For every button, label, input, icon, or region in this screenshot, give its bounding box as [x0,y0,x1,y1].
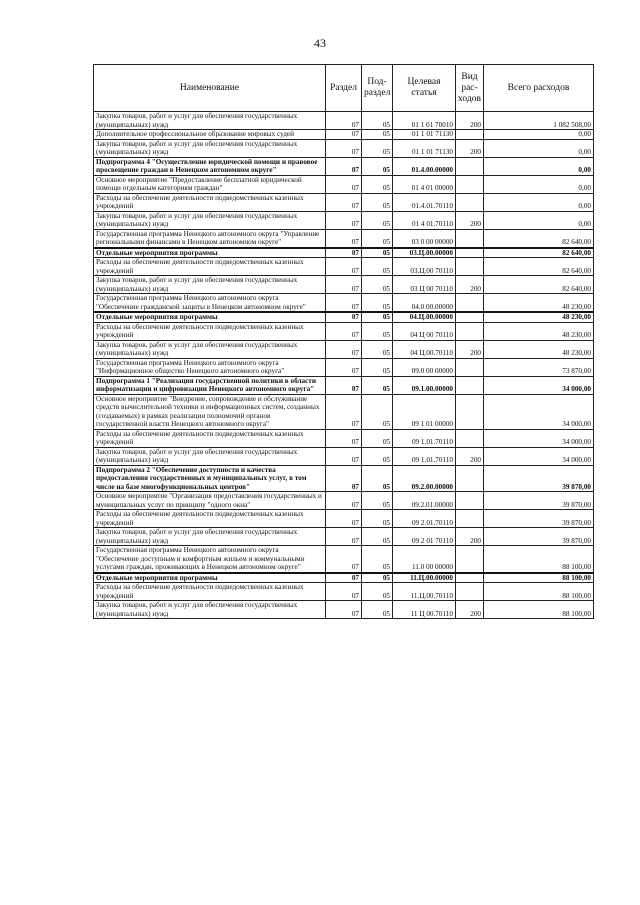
row-total: 0,00 [484,193,594,211]
table-row [94,546,594,573]
row-name: Закупка товаров, работ и услуг для обеспечения государственных (муниципальных) нужд [94,139,326,157]
header-article: Целевая статья [393,65,456,112]
budget-table [93,64,594,619]
row-razdel: 07 [326,358,362,376]
row-vid [456,130,484,140]
row-name: Подпрограмма 1 "Реализация государственной политики в области информатизации и цифровизации Ненецкого автономного округа" [94,376,326,394]
table-row [94,322,594,340]
row-razdel: 07 [326,447,362,465]
table-row [94,139,594,157]
row-name: Подпрограмма 4 "Осуществление юридической помощи и правовое просвещение граждан в Ненецком автономном округе" [94,157,326,175]
row-vid [456,583,484,601]
row-article: 01 4 01.70110 [393,211,456,229]
row-vid [456,248,484,258]
row-name: Закупка товаров, работ и услуг для обеспечения государственных (муниципальных) нужд [94,276,326,294]
row-razdel: 07 [326,175,362,193]
row-total: 88 100,00 [484,573,594,583]
row-article: 09.0 00 00000 [393,358,456,376]
row-vid: 200 [456,528,484,546]
table-row [94,193,594,211]
row-razdel: 07 [326,276,362,294]
row-podrazdel: 05 [362,130,393,140]
table-row [94,528,594,546]
row-article: 03 0 00 00000 [393,229,456,248]
row-article: 09.1.00.00000 [393,376,456,394]
table-row [94,465,594,492]
table-row [94,312,594,322]
table-row [94,376,594,394]
row-vid: 200 [456,112,484,130]
row-name: Закупка товаров, работ и услуг для обеспечения государственных (муниципальных) нужд [94,447,326,465]
table-row [94,429,594,447]
row-podrazdel: 05 [362,528,393,546]
row-vid: 200 [456,211,484,229]
row-razdel: 07 [326,139,362,157]
row-vid: 200 [456,276,484,294]
row-vid [456,294,484,313]
row-vid [456,465,484,492]
row-article: 04.Ц.00.00000 [393,312,456,322]
row-razdel: 07 [326,130,362,140]
row-podrazdel: 05 [362,546,393,573]
row-vid: 200 [456,340,484,358]
row-vid [456,510,484,528]
row-podrazdel: 05 [362,447,393,465]
row-name: Отдельные мероприятия программы [94,312,326,322]
table-row [94,340,594,358]
header-vid: Вид рас-ходов [456,65,484,112]
table-row [94,248,594,258]
row-podrazdel: 05 [362,340,393,358]
row-name: Закупка товаров, работ и услуг для обеспечения государственных (муниципальных) нужд [94,211,326,229]
row-total: 39 870,00 [484,465,594,492]
row-podrazdel: 05 [362,258,393,276]
row-total: 0,00 [484,130,594,140]
row-name: Дополнительное профессиональное образование мировых судей [94,130,326,140]
row-podrazdel: 05 [362,157,393,175]
row-razdel: 07 [326,248,362,258]
header-podrazdel: Под-раздел [362,65,393,112]
row-razdel: 07 [326,112,362,130]
row-podrazdel: 05 [362,322,393,340]
row-total: 34 000,00 [484,447,594,465]
table-row [94,112,594,130]
row-total: 39 870,00 [484,492,594,510]
row-total: 73 870,00 [484,358,594,376]
row-vid [456,322,484,340]
row-name: Расходы на обеспечение деятельности подведомственных казенных учреждений [94,193,326,211]
row-article: 11.0 00 00000 [393,546,456,573]
row-razdel: 07 [326,193,362,211]
row-razdel: 07 [326,258,362,276]
row-total: 82 640,00 [484,248,594,258]
row-article: 09 1.01.70110 [393,429,456,447]
row-razdel: 07 [326,394,362,429]
row-podrazdel: 05 [362,583,393,601]
row-article: 04 Ц.00.70110 [393,340,456,358]
row-name: Государственная программа Ненецкого автономного округа "Управление региональными финансами в Ненецком автономном округе" [94,229,326,248]
row-article: 09 2.01.70110 [393,510,456,528]
row-total: 39 870,00 [484,510,594,528]
row-article: 09.2.00.00000 [393,465,456,492]
row-total: 82 640,00 [484,258,594,276]
row-vid [456,258,484,276]
row-podrazdel: 05 [362,294,393,313]
row-article: 01 1 01 70010 [393,112,456,130]
row-article: 01 4 01 00000 [393,175,456,193]
row-podrazdel: 05 [362,312,393,322]
row-total: 48 230,00 [484,340,594,358]
row-vid: 200 [456,447,484,465]
row-razdel: 07 [326,546,362,573]
row-total: 34 000,00 [484,394,594,429]
table-row [94,294,594,313]
row-razdel: 07 [326,340,362,358]
row-total: 39 870,00 [484,528,594,546]
row-name: Закупка товаров, работ и услуг для обеспечения государственных (муниципальных) нужд [94,340,326,358]
row-article: 03 Ц 00 70110 [393,276,456,294]
row-vid [456,229,484,248]
header-name: Наименование [94,65,326,112]
row-razdel: 07 [326,376,362,394]
row-article: 11 Ц 00.70110 [393,601,456,619]
row-total: 88 100,00 [484,583,594,601]
row-podrazdel: 05 [362,465,393,492]
row-podrazdel: 05 [362,229,393,248]
row-vid [456,157,484,175]
row-name: Закупка товаров, работ и услуг для обеспечения государственных (муниципальных) нужд [94,112,326,130]
row-name: Основное мероприятие "Внедрение, сопровождение и обслуживание средств вычислительной техники и информационных систем, созданных (создаваемых) в рамках реализации полномочий органов государственной власти Ненецкого автономного округа" [94,394,326,429]
row-name: Расходы на обеспечение деятельности подведомственных казенных учреждений [94,258,326,276]
row-podrazdel: 05 [362,376,393,394]
row-razdel: 07 [326,510,362,528]
row-podrazdel: 05 [362,510,393,528]
header-razdel: Раздел [326,65,362,112]
row-vid [456,312,484,322]
row-podrazdel: 05 [362,112,393,130]
row-podrazdel: 05 [362,248,393,258]
row-razdel: 07 [326,429,362,447]
row-article: 09 1 01 00000 [393,394,456,429]
row-name: Отдельные мероприятия программы [94,573,326,583]
row-total: 48 230,00 [484,294,594,313]
row-name: Государственная программа Ненецкого автономного округа "Обеспечение гражданской защиты в Ненецком автономном округе" [94,294,326,313]
row-podrazdel: 05 [362,394,393,429]
row-vid [456,394,484,429]
row-article: 04.0 00.00000 [393,294,456,313]
table-header-row [94,65,594,112]
row-podrazdel: 05 [362,492,393,510]
table-row [94,358,594,376]
table-row [94,258,594,276]
table-row [94,583,594,601]
row-total: 88 100,00 [484,546,594,573]
row-name: Государственная программа Ненецкого автономного округа "Информационное общество Ненецкого автономного округа" [94,358,326,376]
table-row [94,175,594,193]
header-total: Всего расходов [484,65,594,112]
table-row [94,573,594,583]
row-podrazdel: 05 [362,139,393,157]
row-name: Расходы на обеспечение деятельности подведомственных казенных учреждений [94,583,326,601]
row-razdel: 07 [326,211,362,229]
row-total: 34 000,00 [484,429,594,447]
table-row [94,601,594,619]
row-name: Закупка товаров, работ и услуг для обеспечения государственных (муниципальных) нужд [94,528,326,546]
row-razdel: 07 [326,322,362,340]
row-podrazdel: 05 [362,601,393,619]
row-vid [456,546,484,573]
row-razdel: 07 [326,601,362,619]
row-total: 1 082 508,00 [484,112,594,130]
row-razdel: 07 [326,312,362,322]
row-vid: 200 [456,139,484,157]
row-name: Расходы на обеспечение деятельности подведомственных казенных учреждений [94,322,326,340]
row-name: Отдельные мероприятия программы [94,248,326,258]
row-vid: 200 [456,601,484,619]
table-row [94,157,594,175]
row-razdel: 07 [326,528,362,546]
row-name: Закупка товаров, работ и услуг для обеспечения государственных (муниципальных) нужд [94,601,326,619]
row-razdel: 07 [326,492,362,510]
row-razdel: 07 [326,229,362,248]
row-podrazdel: 05 [362,276,393,294]
row-article: 03.Ц.00 70110 [393,258,456,276]
row-total: 0,00 [484,175,594,193]
row-total: 48 230,00 [484,312,594,322]
table-row [94,229,594,248]
table-row [94,394,594,429]
row-name: Расходы на обеспечение деятельности подведомственных казенных учреждений [94,429,326,447]
page-number: 43 [314,36,326,50]
table-row [94,510,594,528]
row-total: 0,00 [484,211,594,229]
row-article: 01.4.01.70110 [393,193,456,211]
table-body [94,112,594,619]
row-podrazdel: 05 [362,429,393,447]
row-total: 48 230,00 [484,322,594,340]
table-row [94,492,594,510]
row-article: 09 2 01 70110 [393,528,456,546]
row-podrazdel: 05 [362,211,393,229]
row-total: 0,00 [484,157,594,175]
row-article: 09.2.01.00000 [393,492,456,510]
row-article: 03.Ц.00.00000 [393,248,456,258]
table-row [94,276,594,294]
table-row [94,130,594,140]
row-name: Подпрограмма 2 "Обеспечение доступности и качества предоставления государственных и муниципальных услуг, в том числе на базе многофункциональных центров" [94,465,326,492]
row-article: 01.4.00.00000 [393,157,456,175]
row-vid [456,193,484,211]
row-podrazdel: 05 [362,358,393,376]
row-article: 09 1.01.70110 [393,447,456,465]
row-podrazdel: 05 [362,175,393,193]
row-vid [456,573,484,583]
row-vid [456,376,484,394]
row-vid [456,175,484,193]
row-razdel: 07 [326,465,362,492]
row-article: 01 1 01 71130 [393,130,456,140]
row-total: 0,00 [484,139,594,157]
row-total: 88 100,00 [484,601,594,619]
row-razdel: 07 [326,157,362,175]
row-razdel: 07 [326,583,362,601]
row-razdel: 07 [326,573,362,583]
table-row [94,211,594,229]
row-vid [456,429,484,447]
table-row [94,447,594,465]
row-total: 82 640,00 [484,229,594,248]
row-article: 11.Ц.00.70110 [393,583,456,601]
row-razdel: 07 [326,294,362,313]
row-total: 82 640,00 [484,276,594,294]
row-vid [456,492,484,510]
row-name: Основное мероприятие "Организация предоставления государственных и муниципальных услуг по принципу "одного окна" [94,492,326,510]
row-article: 01 1 01 71130 [393,139,456,157]
row-article: 04 Ц 00 70110 [393,322,456,340]
row-podrazdel: 05 [362,193,393,211]
row-podrazdel: 05 [362,573,393,583]
row-total: 34 000,00 [484,376,594,394]
row-name: Государственная программа Ненецкого автономного округа "Обеспечение доступным и комфортным жильем и коммунальными услугами граждан, проживающих в Ненецком автономном округе" [94,546,326,573]
row-name: Основное мероприятие "Предоставление бесплатной юридической помощи отдельным категориям граждан" [94,175,326,193]
row-vid [456,358,484,376]
row-name: Расходы на обеспечение деятельности подведомственных казенных учреждений [94,510,326,528]
row-article: 11.Ц.00.00000 [393,573,456,583]
